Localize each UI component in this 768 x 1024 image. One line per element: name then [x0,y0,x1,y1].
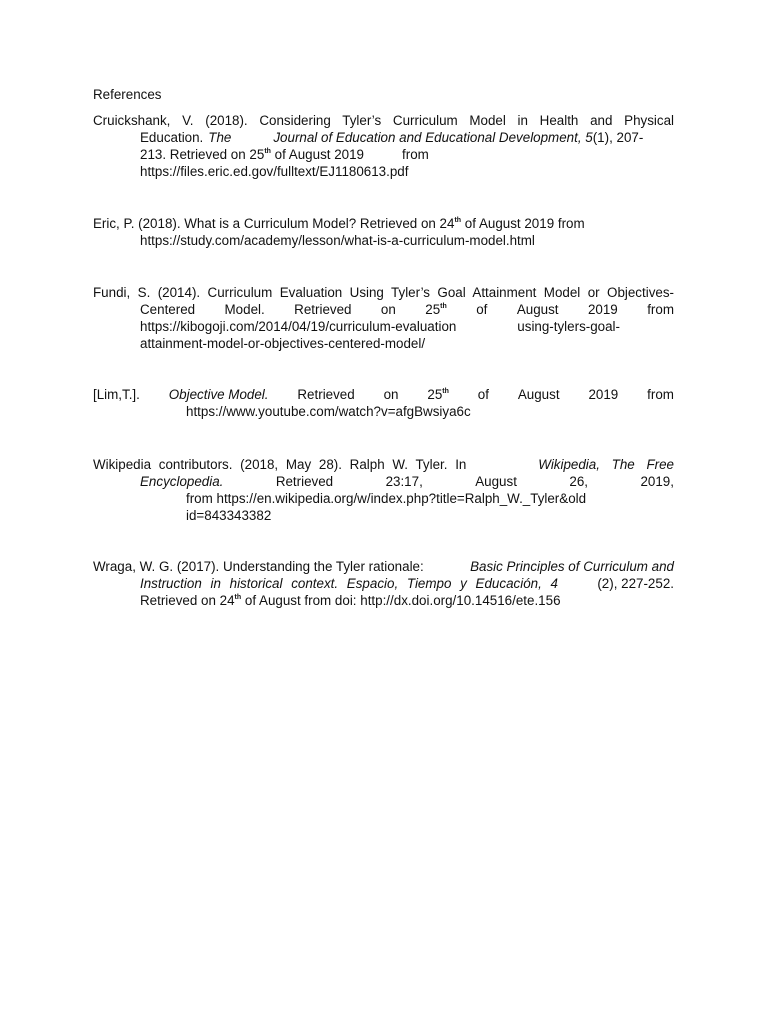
ref-text: August [475,474,517,489]
ordinal-suffix: th [234,594,242,601]
ref-url: attainment-model-or-objectives-centered-model/ [140,336,426,351]
ref-text: 25 [427,387,443,402]
ref-text: from [647,387,674,402]
reference-lim [93,386,674,420]
ref-url: https://study.com/academy/lesson/what-is-a-curriculum-model.html [140,233,535,248]
ref-text: from [647,302,674,317]
ref-line [93,129,674,146]
ref-title-italic: Instruction in historical context. Espacio, Tiempo y Educación, 4 [140,576,558,591]
ref-line [93,456,674,473]
ref-line [93,473,674,490]
ref-url: https://kibogoji.com/2014/04/19/curriculum-evaluation [140,319,457,334]
ref-text: on [383,387,399,402]
ref-text [427,386,449,403]
ref-url-line [93,318,674,335]
ref-text: 2019 [588,387,619,402]
ref-text: Wraga, W. G. (2017). Understanding the Tyler rationale: [93,559,424,574]
ref-text [425,301,447,318]
ref-text: 25 [425,302,441,317]
ref-line [93,386,674,403]
ref-text: Education. [140,130,204,145]
reference-wraga [93,558,674,609]
ref-line [93,301,674,318]
ref-line [93,558,674,575]
ref-line [93,592,674,609]
ref-text: of August 2019 [270,147,365,162]
ref-text: Retrieved [275,474,334,489]
ordinal-suffix: th [264,148,271,155]
ref-text: of [477,387,489,402]
ref-title-italic: Encyclopedia. [140,474,224,489]
reference-cruickshank [93,112,674,180]
ref-url: id=843343382 [186,508,272,523]
ref-line [93,215,674,232]
ref-title-italic: Objective Model. [168,387,269,402]
ref-text: from [402,147,429,162]
reference-wikipedia [93,456,674,524]
ref-text: of August 2019 from [461,216,585,231]
ref-text: Model. [224,302,265,317]
ref-line [93,146,674,163]
ref-text: (1), 207- [592,130,644,145]
ref-text: on [380,302,396,317]
ref-line: Cruickshank, V. (2018). Considering Tyler’s Curriculum Model in Health and Physical [93,113,674,128]
ref-title-italic: Basic Principles of Curriculum and [470,559,674,574]
ref-journal-title: Journal of Education and Educational Development, 5 [273,130,593,145]
ref-line: Fundi, S. (2014). Curriculum Evaluation Using Tyler’s Goal Attainment Model or Objectives- [93,285,674,300]
ref-text: of August from doi: http://dx.doi.org/10.14516/ete.156 [241,593,561,608]
ref-text: Retrieved [294,302,352,317]
ref-text: August [516,302,559,317]
ref-text: 2019, [640,474,674,489]
ordinal-suffix: th [442,388,449,395]
ref-text: of [476,302,488,317]
ref-text-italic: The [208,130,232,145]
ordinal-suffix: th [440,303,447,310]
ref-url: https://www.youtube.com/watch?v=afgBwsiya6c [186,404,471,419]
ordinal-suffix: th [454,217,462,224]
ref-text: (2), 227-252. [597,576,674,591]
ref-text: Wikipedia contributors. (2018, May 28). Ralph W. Tyler. In [93,457,467,472]
ref-text: Retrieved on 24 [140,593,235,608]
ref-url: from https://en.wikipedia.org/w/index.php?title=Ralph_W._Tyler&old [186,491,587,506]
reference-eric [93,215,674,249]
ref-url: using-tylers-goal- [517,319,620,334]
reference-fundi [93,284,674,352]
ref-text: 26, [569,474,588,489]
ref-text: Eric, P. (2018). What is a Curriculum Model? Retrieved on 24 [93,216,455,231]
ref-text: August [517,387,560,402]
ref-text: 23:17, [385,474,423,489]
ref-text: 2019 [587,302,618,317]
ref-text: [Lim,T.]. [93,387,140,402]
ref-title-italic: Wikipedia, The Free [538,457,674,472]
ref-text: Retrieved [297,387,355,402]
ref-text: 213. Retrieved on 25 [140,147,265,162]
ref-line [93,575,674,592]
ref-url: https://files.eric.ed.gov/fulltext/EJ1180613.pdf [140,164,409,179]
ref-text: Centered [140,302,196,317]
references-heading: References [93,87,162,102]
